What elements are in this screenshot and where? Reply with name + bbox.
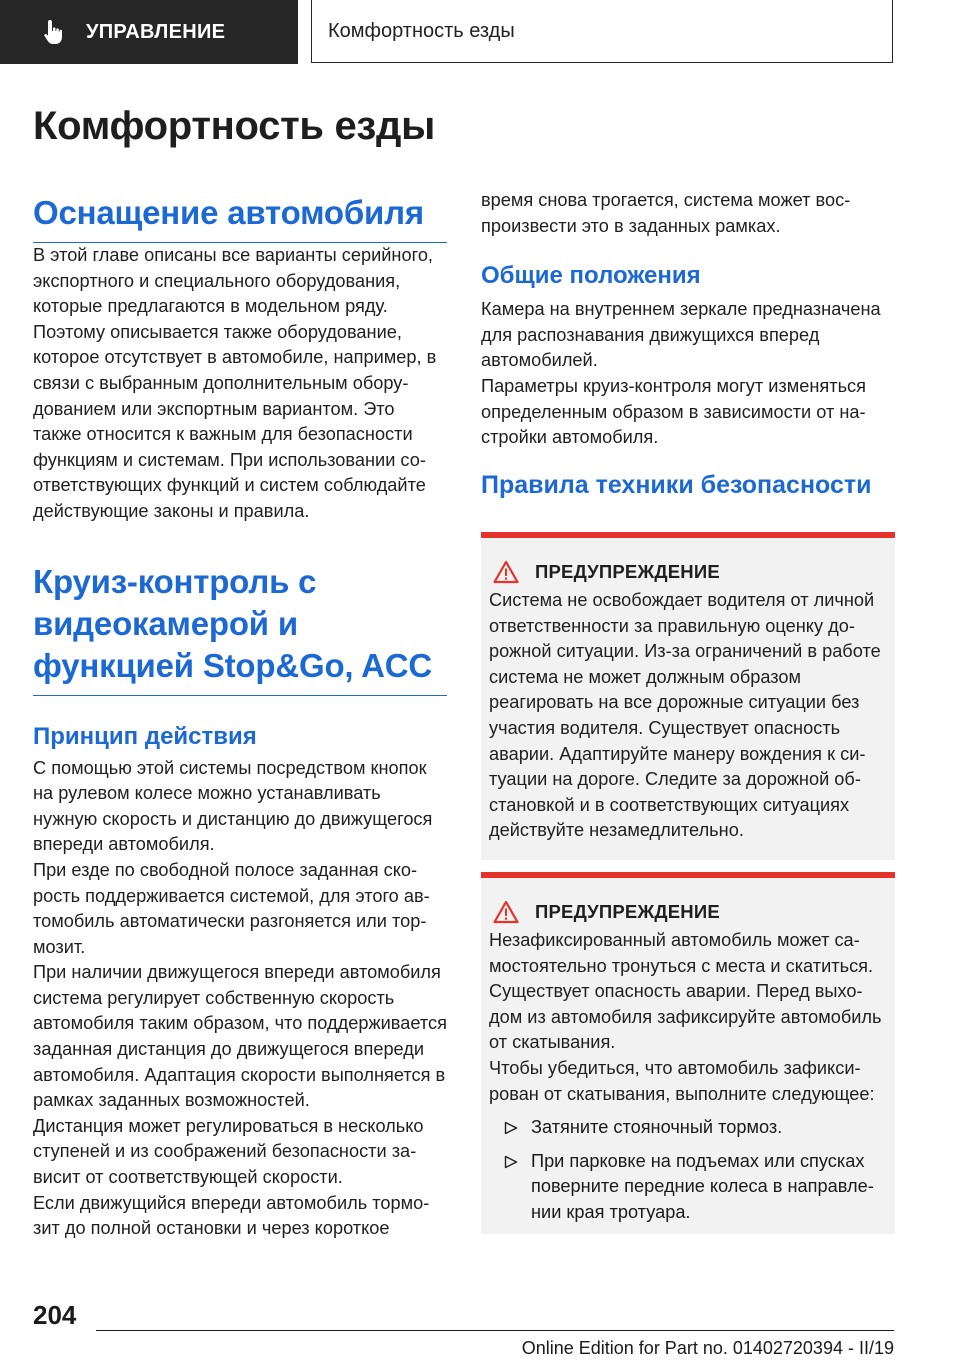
page-number: 204 bbox=[33, 1300, 77, 1330]
heading-safety: Правила техники безопасности bbox=[481, 470, 872, 499]
list-item-text: При парковке на подъемах или спусках поверните передние колеса в направлении края тротуара. bbox=[531, 1150, 874, 1222]
principle-paragraph-5: Если движущийся впереди автомобиль тормозит до полной остановки и через короткое bbox=[33, 1192, 430, 1239]
edition-label: Online Edition for Part no. 01402720394 - II/19 bbox=[521, 1338, 894, 1358]
section-tab bbox=[0, 0, 298, 64]
triangle-bullet-icon bbox=[503, 1115, 519, 1135]
footer-divider bbox=[96, 1330, 894, 1331]
list-item-text: Затяните стояночный тормоз. bbox=[531, 1117, 783, 1138]
general-paragraph-1: Камера на внутреннем зеркале предназначена для распознавания движущихся вперед автомобилей. bbox=[481, 299, 881, 371]
left-column bbox=[33, 192, 447, 1242]
triangle-bullet-icon bbox=[503, 1149, 519, 1169]
chapter-label: Комфортность езды bbox=[328, 19, 515, 42]
page-header bbox=[0, 0, 960, 66]
heading-cruise-control: Круиз-контроль с видеокамерой и функцией Stop&Go, ACC bbox=[33, 561, 447, 696]
principle-paragraph-1: С помощью этой системы посредством кнопок на рулевом колесе можно устанавливать нужную скорость и дистанцию до движущегося впереди автомобиля. bbox=[33, 757, 433, 855]
warning-title: ПРЕДУПРЕЖДЕНИЕ bbox=[535, 561, 720, 582]
principle-paragraph-3: При наличии движущегося впереди автомобиля система регулирует собственную скорость автомобиля таким образом, что поддерживается заданная дистанция до движущегося впереди автомобиля. Адаптация скорости выполняется в рамках заданных возможностей. bbox=[33, 962, 447, 1111]
principle-paragraph-2: При езде по свободной полосе заданная скорость поддерживается системой, для этого автомобиль автоматически разгоняется или тормозит. bbox=[33, 859, 430, 957]
list-item bbox=[489, 1149, 887, 1226]
warning-header bbox=[489, 900, 887, 924]
page-title: Комфортность езды bbox=[33, 104, 435, 148]
section-label: УПРАВЛЕНИЕ bbox=[86, 20, 226, 43]
step-list bbox=[489, 1115, 887, 1225]
right-column bbox=[481, 188, 895, 500]
warning-box bbox=[481, 872, 895, 1234]
warning-header bbox=[489, 560, 887, 584]
warning-text: Система не освобождает водителя от личной ответственности за правильную оценку дорожной ситуации. Из-за ограничений в работе система не может должным образом реагировать на все дорожные ситуации без участия водителя. Существует опасность аварии. Адаптируйте манеру вождения к ситуации на дороге. Следите за дорожной обстановкой и в соответствующих ситуациях действуйте незамедлительно. bbox=[489, 590, 881, 841]
list-item bbox=[489, 1115, 887, 1141]
chapter-tab bbox=[311, 0, 893, 63]
warning-title: ПРЕДУПРЕЖДЕНИЕ bbox=[535, 901, 720, 922]
equipment-paragraph: В этой главе описаны все варианты серийного, экспортного и специального оборудования, которые предлагаются в модельном ряду. Поэтому описывается также оборудование, которое отсутствует в автомобиле, например, в связи с выбранным дополнительным оборудованием или экспортным вариантом. Это также относится к важным для безопасности функциям и системам. При использовании соответствующих функций и систем соблюдайте действующие законы и правила. bbox=[33, 245, 437, 521]
continued-paragraph: время снова трогается, система может воспроизвести это в заданных рамках. bbox=[481, 190, 851, 236]
heading-equipment: Оснащение автомобиля bbox=[33, 192, 447, 243]
principle-paragraph-4: Дистанция может регулироваться в несколько ступеней и из соображений безопасности зависит от соответствующей скорости. bbox=[33, 1115, 424, 1188]
warning-triangle-icon bbox=[493, 900, 519, 924]
heading-principle: Принцип действия bbox=[33, 722, 257, 750]
heading-general: Общие положения bbox=[481, 262, 701, 290]
hand-pointer-icon bbox=[40, 18, 68, 46]
warning-box bbox=[481, 532, 895, 860]
warning-text-2: Чтобы убедиться, что автомобиль зафиксирован от скатывания, выполните следующее: bbox=[489, 1057, 875, 1104]
warning-text-1: Незафиксированный автомобиль может самостоятельно тронуться с места и скатиться. Существует опасность аварии. Перед выходом из автомобиля зафиксируйте автомобиль от скатывания. bbox=[489, 930, 882, 1053]
warning-triangle-icon bbox=[493, 560, 519, 584]
general-paragraph-2: Параметры круиз-контроля могут изменяться определенным образом в зависимости от настройки автомобиля. bbox=[481, 375, 867, 448]
